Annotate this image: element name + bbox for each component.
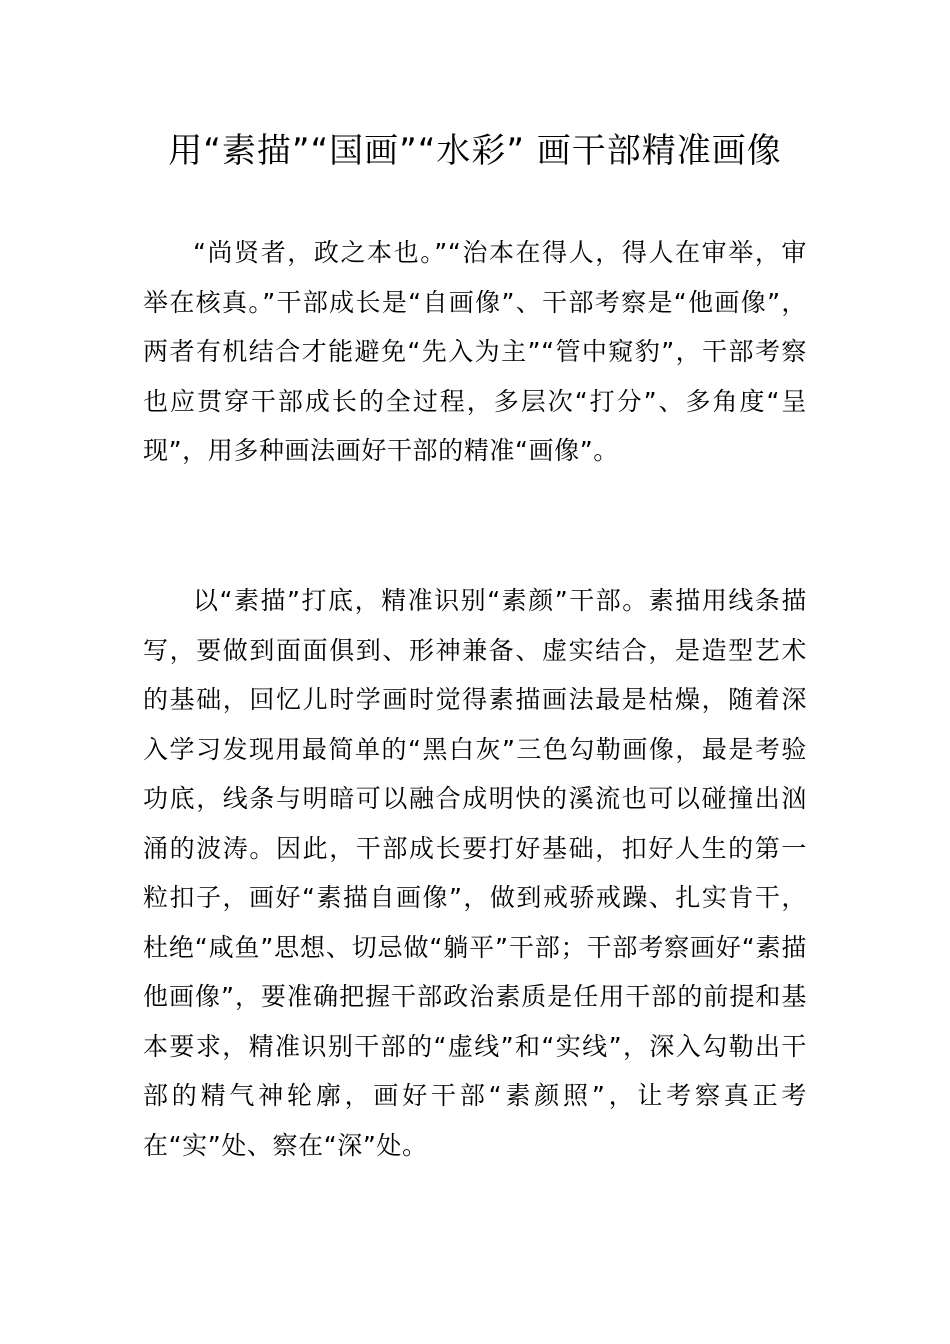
document-title: 用“素描”“国画”“水彩” 画干部精准画像	[168, 131, 782, 171]
paragraph-sketch: 以“素描”打底，精准识别“素颜”干部。素描用线条描写，要做到面面俱到、形神兼备、虚实结合，是造型艺术的基础，回忆儿时学画时觉得素描画法最是枯燥，随着深入学习发现用最简单的“黑白灰”三色勾勒画像，最是考验功底，线条与明暗可以融合成明快的溪流也可以碰撞出汹涌的波涛。因此，干部成长要打好基础，扣好人生的第一粒扣子，画好“素描自画像”，做到戒骄戒躁、扎实肯干，杜绝“咸鱼”思想、切忌做“躺平”干部；干部考察画好“素描他画像”，要准确把握干部政治素质是任用干部的前提和基本要求，精准识别干部的“虚线”和“实线”，深入勾勒出干部的精气神轮廓，画好干部“素颜照”，让考察真正考在“实”处、察在“深”处。	[143, 586, 807, 1160]
paragraph-intro: “尚贤者，政之本也。”“治本在得人，得人在审举，审举在核真。”干部成长是“自画像”、干部考察是“他画像”，两者有机结合才能避免“先入为主”“管中窥豹”，干部考察也应贯穿干部成长的全过程，多层次“打分”、多角度“呈现”，用多种画法画好干部的精准“画像”。	[143, 238, 807, 465]
